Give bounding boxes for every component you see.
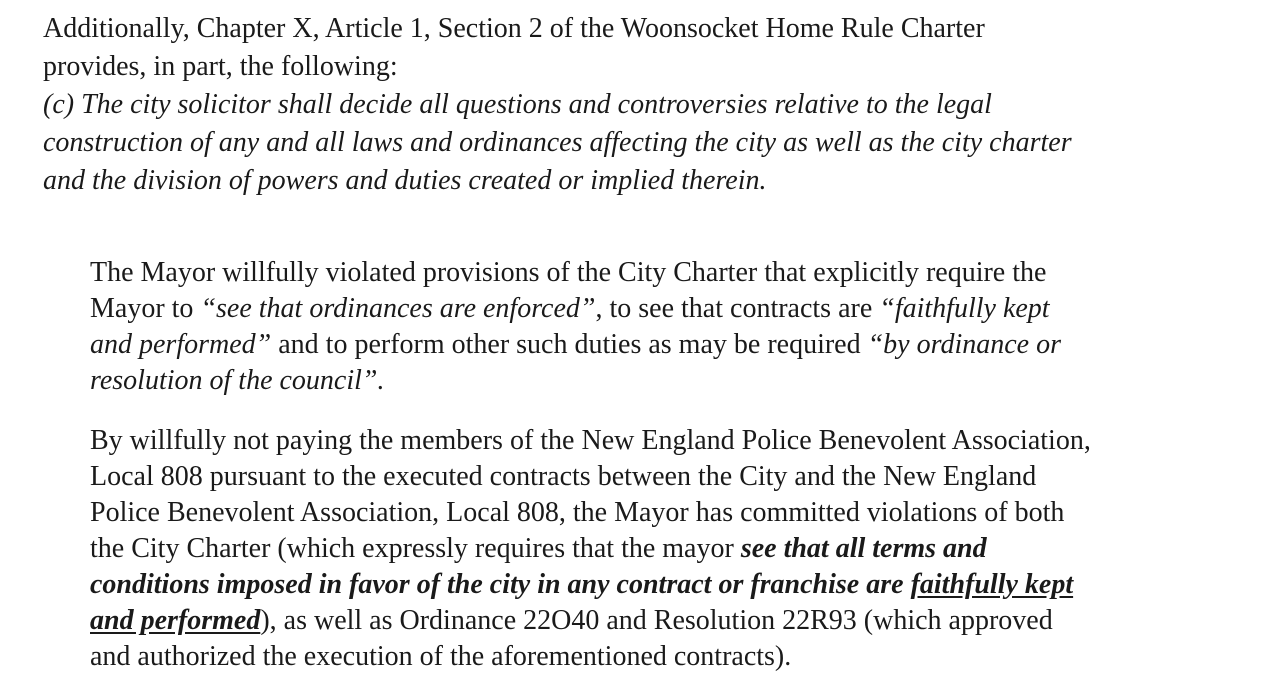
emphasis-terms: see that all terms and xyxy=(740,533,987,564)
mayor-line-1 xyxy=(90,255,1270,291)
mayor-line-2-text-a: Mayor to xyxy=(90,293,201,324)
quote-by-ordinance: “by ordinance or xyxy=(867,329,1061,360)
mayor-line-2-text-b: , to see that contracts are xyxy=(595,293,880,324)
mayor-violation-paragraph xyxy=(90,255,1270,399)
quote-faithfully-kept: “faithfully kept xyxy=(879,293,1050,324)
paying-line-1: By willfully not paying the members of the New England Police Benevolent Association, xyxy=(90,425,1091,456)
paying-line-5 xyxy=(90,567,1270,603)
paying-line-4-text: the City Charter (which expressly requires that the mayor xyxy=(90,533,741,564)
paying-line-6 xyxy=(90,603,1270,639)
quote-performed: and performed” xyxy=(90,329,272,360)
mayor-line-1-text: The Mayor willfully violated provisions of the City Charter that explicitly require the xyxy=(90,257,1047,288)
mayor-line-3 xyxy=(90,327,1270,363)
nonpayment-paragraph xyxy=(90,423,1270,675)
emphasis-conditions: conditions imposed in favor of the city in any contract or franchise are xyxy=(90,569,911,600)
quote-resolution: resolution of the council”. xyxy=(90,365,385,396)
intro-paragraph xyxy=(43,10,1258,86)
intro-line-1: Additionally, Chapter X, Article 1, Section 2 of the Woonsocket Home Rule Charter xyxy=(43,13,985,44)
charter-excerpt xyxy=(43,10,1258,200)
paying-line-3: Police Benevolent Association, Local 808, the Mayor has committed violations of both xyxy=(90,497,1065,528)
intro-line-2: provides, in part, the following: xyxy=(43,51,398,82)
paying-line-6-text: ), as well as Ordinance 22O40 and Resolution 22R93 (which approved xyxy=(260,605,1053,636)
quote-enforced: “see that ordinances are enforced” xyxy=(200,293,596,324)
mayor-line-4 xyxy=(90,363,1270,399)
mayor-line-2 xyxy=(90,291,1270,327)
quote-line-3: and the division of powers and duties created or implied therein. xyxy=(43,165,767,196)
charter-quote xyxy=(43,86,1258,200)
emphasis-faithfully-kept: faithfully kept xyxy=(910,569,1074,600)
paying-line-4 xyxy=(90,531,1270,567)
quote-line-1: (c) The city solicitor shall decide all questions and controversies relative to the legal xyxy=(43,89,992,120)
quote-line-2: construction of any and all laws and ordinances affecting the city as well as the city charter xyxy=(43,127,1072,158)
mayor-line-3-text: and to perform other such duties as may be required xyxy=(271,329,868,360)
emphasis-performed: and performed xyxy=(90,605,261,636)
paying-line-7: and authorized the execution of the aforementioned contracts). xyxy=(90,641,792,672)
paying-line-2: Local 808 pursuant to the executed contracts between the City and the New England xyxy=(90,461,1037,492)
